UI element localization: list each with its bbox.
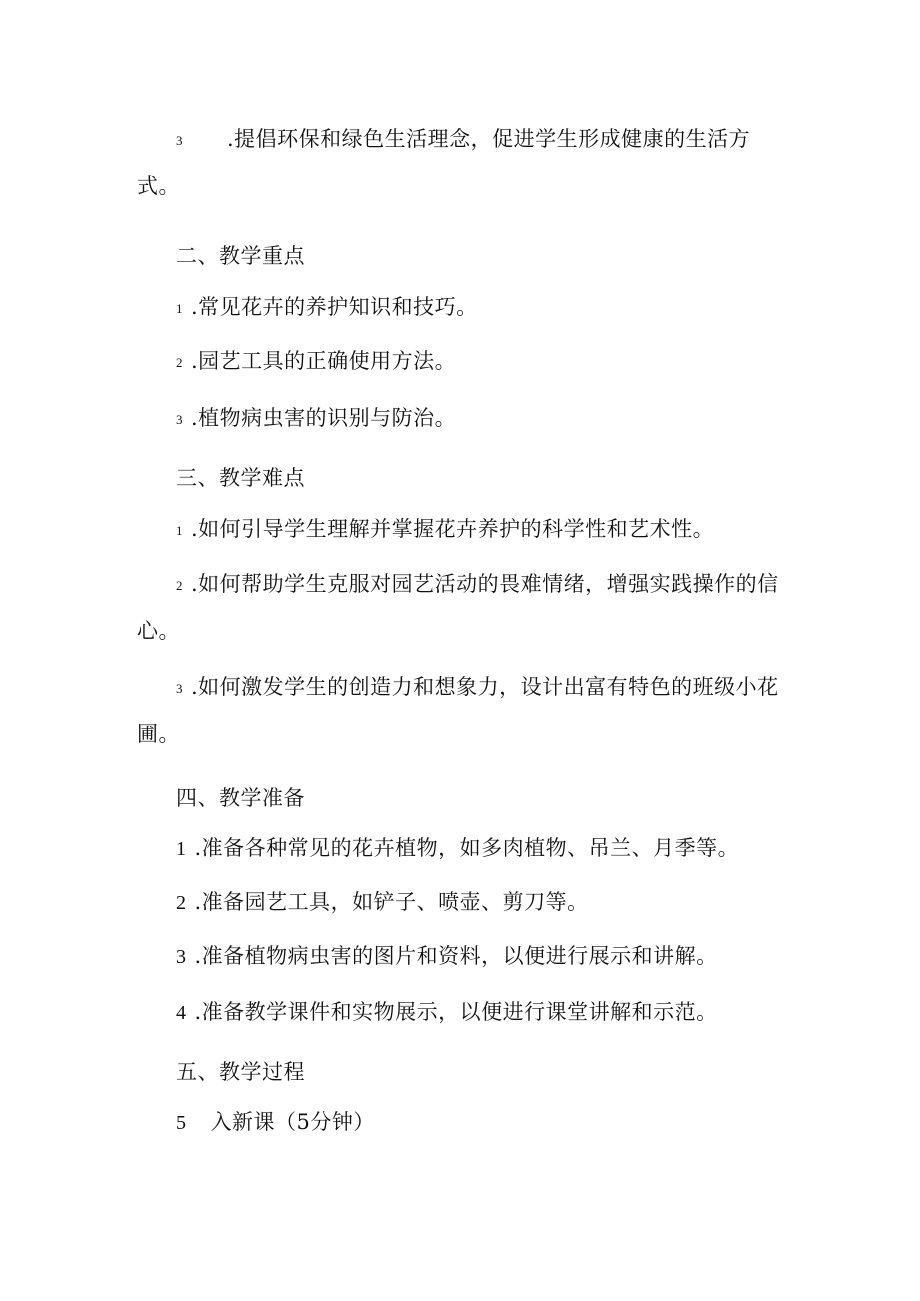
item-text: .准备植物病虫害的图片和资料，以便进行展示和讲解。 [194,944,718,968]
item-text: .准备各种常见的花卉植物，如多肉植物、吊兰、月季等。 [194,836,740,860]
item-text: .如何引导学生理解并掌握花卉养护的科学性和艺术性。 [191,517,715,541]
process-item-1 [176,1108,375,1137]
item-text: .如何激发学生的创造力和想象力，设计出富有特色的班级小花 [191,675,779,699]
key-point-item-2 [176,347,456,377]
difficulty-item-3-continuation: 圃。 [137,722,180,746]
preparation-item-1 [176,834,739,863]
preparation-item-3 [176,942,718,971]
item-number: 5 [176,1112,187,1134]
item-text: .常见花卉的养护知识和技巧。 [191,295,478,319]
item-number: 1 [176,300,183,316]
item-text: .提倡环保和绿色生活理念，促进学生形成健康的生活方 [227,127,751,151]
key-point-item-1 [176,293,478,323]
difficulty-item-3 [176,673,779,703]
item-text: .园艺工具的正确使用方法。 [191,349,457,373]
item-number: 3 [176,680,183,696]
preparation-item-2 [176,888,589,917]
item-number: 1 [176,522,183,538]
difficulty-item-1 [176,515,714,545]
item-number: 3 [176,946,187,968]
item-text: .准备园艺工具，如铲子、喷壶、剪刀等。 [194,890,589,914]
preparation-item-4 [176,998,718,1027]
goal-item-3-continuation [137,172,180,200]
item-text-continuation: 式。 [137,174,180,198]
item-number: 2 [176,577,183,593]
section-heading-preparation: 四、教学准备 [176,786,305,810]
difficulty-item-2-continuation: 心。 [137,619,180,643]
item-text: 入新课（5分钟） [210,1110,375,1134]
item-number: 2 [176,892,187,914]
section-heading-key-points: 二、教学重点 [176,244,305,268]
item-number: 3 [176,411,183,427]
item-number: 4 [176,1002,187,1024]
section-heading-process: 五、教学过程 [176,1060,305,1084]
item-number: 3 [176,132,183,148]
item-text: .如何帮助学生克服对园艺活动的畏难情绪，增强实践操作的信 [191,572,779,596]
difficulty-item-2 [176,570,779,600]
item-number: 2 [176,354,183,370]
key-point-item-3 [176,404,456,434]
item-number: 1 [176,838,187,860]
goal-item-3 [176,125,750,155]
item-text: .植物病虫害的识别与防治。 [191,406,457,430]
section-heading-difficulties: 三、教学难点 [176,466,305,490]
item-text: .准备教学课件和实物展示，以便进行课堂讲解和示范。 [194,1000,718,1024]
